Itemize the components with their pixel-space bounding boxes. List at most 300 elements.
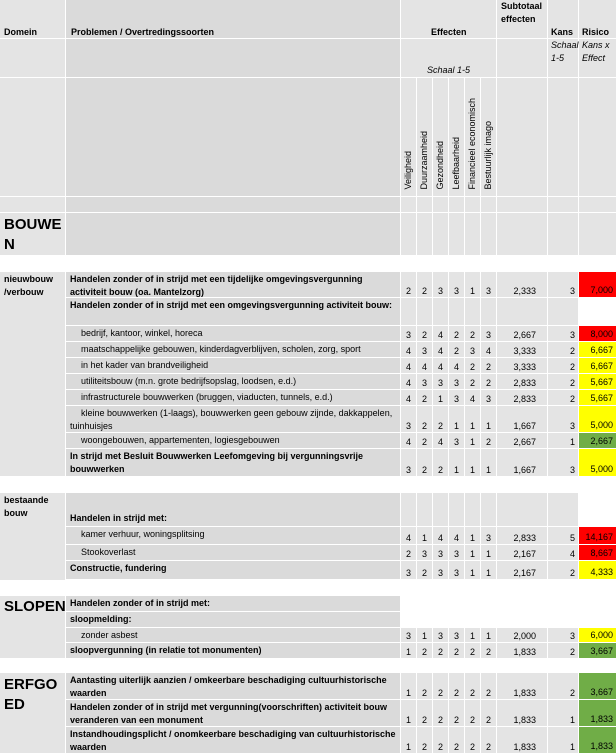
- kans-value: 2: [569, 647, 575, 657]
- effect-score: 4: [405, 378, 411, 388]
- effect-score: 2: [421, 715, 427, 725]
- kans-cell: [548, 342, 578, 357]
- effect-score-cell: [417, 673, 432, 699]
- effect-score-cell: [417, 561, 432, 579]
- kans-cell: [548, 673, 578, 699]
- row-label-cell: [66, 596, 400, 611]
- kans-cell: [548, 272, 578, 297]
- kans-value: 2: [569, 568, 575, 578]
- section-bouwen-problemen: [66, 213, 400, 255]
- effect-score-cell: [465, 406, 480, 432]
- row-label: Aantasting uiterlijk aanzien / omkeerbare beschadiging cultuurhistorische waarden: [70, 675, 387, 698]
- effect-score-cell: [465, 612, 480, 627]
- section-bouwen-title: BOUWEN: [4, 216, 62, 253]
- row-label-cell: [66, 643, 400, 658]
- effect-score-cell: [417, 493, 432, 526]
- spacer-effect-cell: [401, 197, 416, 212]
- effect-score-cell: [417, 326, 432, 341]
- subtotal-cell: [497, 643, 547, 658]
- risico-value: 6,667: [590, 361, 613, 371]
- effect-score-cell: [449, 612, 464, 627]
- effect-score: 4: [405, 362, 411, 372]
- effect-score: 2: [405, 286, 411, 296]
- subtotal-value: 2,167: [513, 568, 536, 578]
- kans-cell: [548, 298, 578, 325]
- risico-value: 1,833: [590, 741, 613, 751]
- spacer-subtotal-cell: [497, 197, 547, 212]
- domain-bestaande-cell: [0, 493, 65, 580]
- row-label: bedrijf, kantoor, winkel, horeca: [81, 328, 203, 338]
- effect-score-cell: [449, 493, 464, 526]
- subtotal-cell: [497, 390, 547, 405]
- effect-score-cell: [401, 596, 416, 611]
- effect-score-cell: [433, 374, 448, 389]
- subtotal-cell: [497, 561, 547, 579]
- effect-column-header-cell: [433, 78, 448, 196]
- spacer-domein: [0, 197, 65, 212]
- risico-value: 6,000: [590, 630, 613, 640]
- effect-score-cell: [465, 433, 480, 448]
- header-kans: Kans: [551, 27, 574, 37]
- effect-column-header-cell: [465, 78, 480, 196]
- row-label-cell: [66, 272, 400, 297]
- header-row3-subtotaal: [497, 78, 547, 196]
- kans-cell: [548, 406, 578, 432]
- subtotal-value: 1,667: [513, 421, 536, 431]
- row-label: maatschappelijke gebouwen, kinderdagverblijven, scholen, zorg, sport: [81, 344, 361, 354]
- row-label: Handelen zonder of in strijd met een omgevingsvergunning activiteit bouw:: [70, 300, 393, 310]
- effect-score-cell: [417, 374, 432, 389]
- effect-score: 1: [485, 549, 491, 559]
- header-row3-domein: [0, 78, 65, 196]
- risico-cell: [579, 406, 616, 432]
- row-label: In strijd met Besluit Bouwwerken Leefomgeving bij vergunningsvrije bouwwerken: [70, 451, 364, 474]
- effect-score: 3: [437, 286, 443, 296]
- row-label-cell: [66, 545, 400, 560]
- effect-column-header: Gezondheid: [435, 141, 445, 190]
- kans-value: 3: [569, 330, 575, 340]
- header-subtotaal: Subtotaal effecten: [501, 1, 543, 24]
- risico-value: 1,833: [590, 714, 613, 724]
- header-risico-cell: [579, 0, 616, 38]
- effect-score-cell: [449, 628, 464, 642]
- effect-score-cell: [465, 643, 480, 658]
- effect-score-cell: [417, 612, 432, 627]
- kans-value: 2: [569, 394, 575, 404]
- effect-score-cell: [433, 561, 448, 579]
- header-risico-formule-cell: [579, 39, 616, 77]
- effect-score-cell: [401, 358, 416, 373]
- subtotal-value: 1,667: [513, 465, 536, 475]
- effect-score-cell: [481, 374, 496, 389]
- effect-score-cell: [433, 612, 448, 627]
- row-label-cell: [66, 298, 400, 325]
- effect-score: 2: [469, 688, 475, 698]
- header-problemen-cell: [66, 0, 400, 38]
- effect-score-cell: [449, 326, 464, 341]
- row-label-cell: [66, 673, 400, 699]
- risico-value: 5,000: [590, 420, 613, 430]
- effect-column-header: Veiligheid: [403, 151, 413, 190]
- subtotal-cell: [497, 527, 547, 544]
- row-label: Handelen zonder of in strijd met vergunning(voorschriften) activiteit bouw veranderen van een monument: [70, 702, 388, 725]
- effect-score-cell: [449, 700, 464, 726]
- header-kans-schaal: Schaal 1-5: [551, 40, 579, 63]
- kans-value: 3: [569, 421, 575, 431]
- effect-score-cell: [465, 390, 480, 405]
- subtotal-cell: [497, 673, 547, 699]
- effect-score: 4: [437, 533, 443, 543]
- row-label-cell: [66, 628, 400, 642]
- kans-cell: [548, 628, 578, 642]
- effect-score: 2: [421, 568, 427, 578]
- effect-score: 3: [437, 568, 443, 578]
- effect-score: 1: [405, 647, 411, 657]
- effect-score: 2: [421, 647, 427, 657]
- effect-score-cell: [401, 326, 416, 341]
- kans-value: 3: [569, 286, 575, 296]
- effect-score-cell: [449, 545, 464, 560]
- effect-score-cell: [433, 596, 448, 611]
- effect-score-cell: [433, 433, 448, 448]
- domain-nieuwbouw-cell: [0, 272, 65, 476]
- effect-score: 3: [453, 568, 459, 578]
- risico-cell: [579, 493, 616, 526]
- section-bouwen-effect-cell: [401, 213, 416, 255]
- effect-score-cell: [481, 545, 496, 560]
- row-label: Constructie, fundering: [70, 563, 167, 573]
- effect-score: 1: [453, 465, 459, 475]
- row-label-cell: [66, 374, 400, 389]
- effect-score: 3: [405, 421, 411, 431]
- domain-nieuwbouw: nieuwbouw /verbouw: [4, 274, 53, 297]
- effect-column-header-cell: [449, 78, 464, 196]
- effect-score-cell: [401, 342, 416, 357]
- kans-cell: [548, 527, 578, 544]
- effect-score-cell: [401, 545, 416, 560]
- effect-score: 4: [437, 346, 443, 356]
- effect-column-header: Leefbaarheid: [451, 137, 461, 190]
- effect-column-header: Duurzaamheid: [419, 131, 429, 190]
- effect-score-cell: [433, 449, 448, 476]
- header-kans-cell: [548, 0, 578, 38]
- effect-score: 1: [469, 465, 475, 475]
- kans-value: 2: [569, 378, 575, 388]
- kans-cell: [548, 326, 578, 341]
- header-risico-formule: Kans x Effect: [582, 40, 610, 63]
- header-subtotaal-cell: [497, 0, 547, 38]
- effect-score-cell: [465, 493, 480, 526]
- effect-score-cell: [401, 527, 416, 544]
- risico-cell: [579, 612, 616, 627]
- risico-cell: [579, 700, 616, 726]
- effect-score-cell: [481, 272, 496, 297]
- effect-score-cell: [433, 527, 448, 544]
- effect-score-cell: [449, 358, 464, 373]
- effect-score-cell: [481, 612, 496, 627]
- effect-score: 2: [437, 742, 443, 752]
- effect-column-header: Financieel economisch: [467, 98, 477, 190]
- effect-column-header-cell: [481, 78, 496, 196]
- risico-cell: [579, 449, 616, 476]
- effect-score-cell: [401, 406, 416, 432]
- effect-score: 2: [469, 742, 475, 752]
- effect-score: 2: [453, 330, 459, 340]
- effect-score-cell: [417, 545, 432, 560]
- spacer-kans-cell: [548, 197, 578, 212]
- effect-score-cell: [417, 449, 432, 476]
- kans-cell: [548, 449, 578, 476]
- section-bouwen-risico-cell: [579, 213, 616, 255]
- effect-score-cell: [449, 272, 464, 297]
- effect-score: 3: [421, 549, 427, 559]
- effect-score: 2: [485, 715, 491, 725]
- effect-score-cell: [433, 390, 448, 405]
- kans-cell: [548, 643, 578, 658]
- spacer-effect-cell: [449, 197, 464, 212]
- effect-score-cell: [417, 358, 432, 373]
- effect-score-cell: [465, 272, 480, 297]
- effect-score: 1: [469, 568, 475, 578]
- kans-cell: [548, 596, 578, 611]
- effect-score: 4: [437, 437, 443, 447]
- risico-cell: [579, 374, 616, 389]
- subtotal-value: 3,333: [513, 362, 536, 372]
- spacer-effect-cell: [417, 197, 432, 212]
- spacer-risico-cell: [579, 197, 616, 212]
- row-label-cell: [66, 406, 400, 432]
- risico-value: 8,000: [590, 329, 613, 339]
- subtotal-cell: [497, 406, 547, 432]
- effect-score: 2: [453, 742, 459, 752]
- header-schaal-cell: [401, 39, 496, 77]
- effect-score: 1: [485, 465, 491, 475]
- effect-score-cell: [401, 673, 416, 699]
- effect-score-cell: [401, 700, 416, 726]
- effect-score-cell: [417, 406, 432, 432]
- effect-score-cell: [433, 643, 448, 658]
- effect-score: 2: [437, 647, 443, 657]
- effect-score: 1: [405, 688, 411, 698]
- effect-score: 3: [453, 394, 459, 404]
- effect-score: 1: [453, 421, 459, 431]
- effect-score-cell: [449, 374, 464, 389]
- row-label-cell: [66, 449, 400, 476]
- risico-cell: [579, 545, 616, 560]
- section-bouwen-effect-cell: [433, 213, 448, 255]
- risico-value: 3,667: [590, 646, 613, 656]
- effect-score: 4: [405, 346, 411, 356]
- effect-column-header-cell: [417, 78, 432, 196]
- effect-score: 2: [453, 688, 459, 698]
- effect-score-cell: [465, 545, 480, 560]
- header-row3-problemen: [66, 78, 400, 196]
- effect-score-cell: [465, 326, 480, 341]
- subtotal-cell: [497, 449, 547, 476]
- effect-score: 4: [437, 330, 443, 340]
- risico-value: 2,667: [590, 436, 613, 446]
- effect-score-cell: [401, 374, 416, 389]
- effect-score-cell: [449, 727, 464, 753]
- spacer-effect-cell: [465, 197, 480, 212]
- header-row2-domein: [0, 39, 65, 77]
- effect-score: 3: [453, 378, 459, 388]
- row-label-cell: [66, 493, 400, 526]
- risico-value: 5,000: [590, 464, 613, 474]
- subtotal-cell: [497, 298, 547, 325]
- subtotal-value: 3,333: [513, 346, 536, 356]
- effect-score-cell: [481, 493, 496, 526]
- subtotal-cell: [497, 612, 547, 627]
- subtotal-cell: [497, 545, 547, 560]
- effect-score: 1: [485, 421, 491, 431]
- effect-score-cell: [417, 643, 432, 658]
- row-label-cell: [66, 727, 400, 753]
- subtotal-value: 2,667: [513, 437, 536, 447]
- effect-score: 2: [421, 330, 427, 340]
- kans-cell: [548, 612, 578, 627]
- kans-value: 3: [569, 631, 575, 641]
- effect-score-cell: [433, 673, 448, 699]
- effect-score-cell: [401, 449, 416, 476]
- header-risico: Risico: [582, 27, 610, 37]
- effect-score-cell: [433, 727, 448, 753]
- effect-score-cell: [401, 390, 416, 405]
- effect-score: 2: [453, 346, 459, 356]
- effect-score: 4: [405, 533, 411, 543]
- effect-score: 2: [437, 688, 443, 698]
- effect-score: 3: [453, 631, 459, 641]
- row-label-cell: [66, 527, 400, 544]
- subtotal-cell: [497, 342, 547, 357]
- effect-score-cell: [465, 596, 480, 611]
- effect-score: 4: [485, 346, 491, 356]
- effect-score-cell: [401, 643, 416, 658]
- risico-cell: [579, 727, 616, 753]
- spacer-effect-cell: [481, 197, 496, 212]
- risico-cell: [579, 390, 616, 405]
- effect-score-cell: [417, 700, 432, 726]
- effect-score-cell: [481, 673, 496, 699]
- effect-score-cell: [449, 449, 464, 476]
- effect-score: 2: [453, 715, 459, 725]
- section-bouwen-effect-cell: [465, 213, 480, 255]
- kans-cell: [548, 390, 578, 405]
- effect-score-cell: [481, 700, 496, 726]
- row-label-cell: [66, 390, 400, 405]
- risico-cell: [579, 358, 616, 373]
- effect-score: 3: [485, 330, 491, 340]
- effect-score: 2: [421, 286, 427, 296]
- row-label: Handelen zonder of in strijd met:: [70, 598, 211, 608]
- effect-score: 2: [421, 688, 427, 698]
- effect-score: 3: [405, 568, 411, 578]
- section-bouwen-effect-cell: [481, 213, 496, 255]
- effect-score-cell: [465, 358, 480, 373]
- subtotal-cell: [497, 727, 547, 753]
- subtotal-value: 1,833: [513, 647, 536, 657]
- kans-value: 1: [569, 715, 575, 725]
- effect-score-cell: [417, 298, 432, 325]
- effect-score: 2: [469, 715, 475, 725]
- header-domein-cell: [0, 0, 65, 38]
- subtotal-cell: [497, 700, 547, 726]
- effect-score-cell: [449, 643, 464, 658]
- subtotal-value: 2,833: [513, 378, 536, 388]
- section-bouwen-effect-cell: [449, 213, 464, 255]
- subtotal-value: 2,333: [513, 286, 536, 296]
- subtotal-value: 2,667: [513, 330, 536, 340]
- risico-cell: [579, 628, 616, 642]
- risico-value: 14,167: [585, 532, 613, 542]
- risico-value: 8,667: [590, 548, 613, 558]
- effect-score-cell: [401, 272, 416, 297]
- row-label-cell: [66, 700, 400, 726]
- effect-score-cell: [433, 326, 448, 341]
- effect-score: 3: [469, 346, 475, 356]
- effect-score-cell: [433, 545, 448, 560]
- row-label: sloopvergunning (in relatie tot monumenten): [70, 645, 262, 655]
- risico-cell: [579, 596, 616, 611]
- section-slopen-cell: [0, 596, 65, 658]
- row-label: Instandhoudingsplicht / onomkeerbare beschadiging van cultuurhistorische waarden: [70, 729, 396, 752]
- effect-score: 2: [405, 549, 411, 559]
- subtotal-cell: [497, 374, 547, 389]
- effect-score: 1: [421, 631, 427, 641]
- effect-score: 4: [405, 394, 411, 404]
- header-row2-problemen: [66, 39, 400, 77]
- risico-value: 6,667: [590, 345, 613, 355]
- risico-cell: [579, 527, 616, 544]
- effect-score: 3: [437, 631, 443, 641]
- effect-score: 2: [469, 362, 475, 372]
- risico-cell: [579, 326, 616, 341]
- effect-score: 4: [453, 362, 459, 372]
- row-label-cell: [66, 358, 400, 373]
- effect-score: 4: [405, 437, 411, 447]
- effect-score-cell: [449, 298, 464, 325]
- effect-score: 1: [437, 394, 443, 404]
- effect-score: 3: [405, 631, 411, 641]
- effect-score-cell: [465, 628, 480, 642]
- effect-score-cell: [481, 326, 496, 341]
- effect-score: 2: [421, 465, 427, 475]
- effect-score: 2: [421, 394, 427, 404]
- kans-value: 3: [569, 465, 575, 475]
- effect-score-cell: [465, 449, 480, 476]
- effect-score: 1: [405, 715, 411, 725]
- subtotal-value: 2,833: [513, 394, 536, 404]
- effect-score-cell: [417, 596, 432, 611]
- effect-score: 3: [421, 378, 427, 388]
- spacer-effect-cell: [433, 197, 448, 212]
- effect-score: 3: [453, 549, 459, 559]
- row-label-cell: [66, 433, 400, 448]
- kans-cell: [548, 374, 578, 389]
- effect-score-cell: [417, 433, 432, 448]
- risico-value: 4,333: [590, 567, 613, 577]
- effect-score-cell: [417, 527, 432, 544]
- risico-value: 5,667: [590, 393, 613, 403]
- effect-score: 2: [453, 647, 459, 657]
- row-label: zonder asbest: [81, 630, 138, 640]
- kans-cell: [548, 358, 578, 373]
- section-slopen-title: SLOPEN: [4, 598, 66, 615]
- effect-score: 3: [405, 330, 411, 340]
- row-label: Handelen zonder of in strijd met een tijdelijke omgevingsvergunning activiteit bouw (oa. Mantelzorg): [70, 274, 363, 297]
- effect-score-cell: [465, 700, 480, 726]
- effect-score: 4: [421, 362, 427, 372]
